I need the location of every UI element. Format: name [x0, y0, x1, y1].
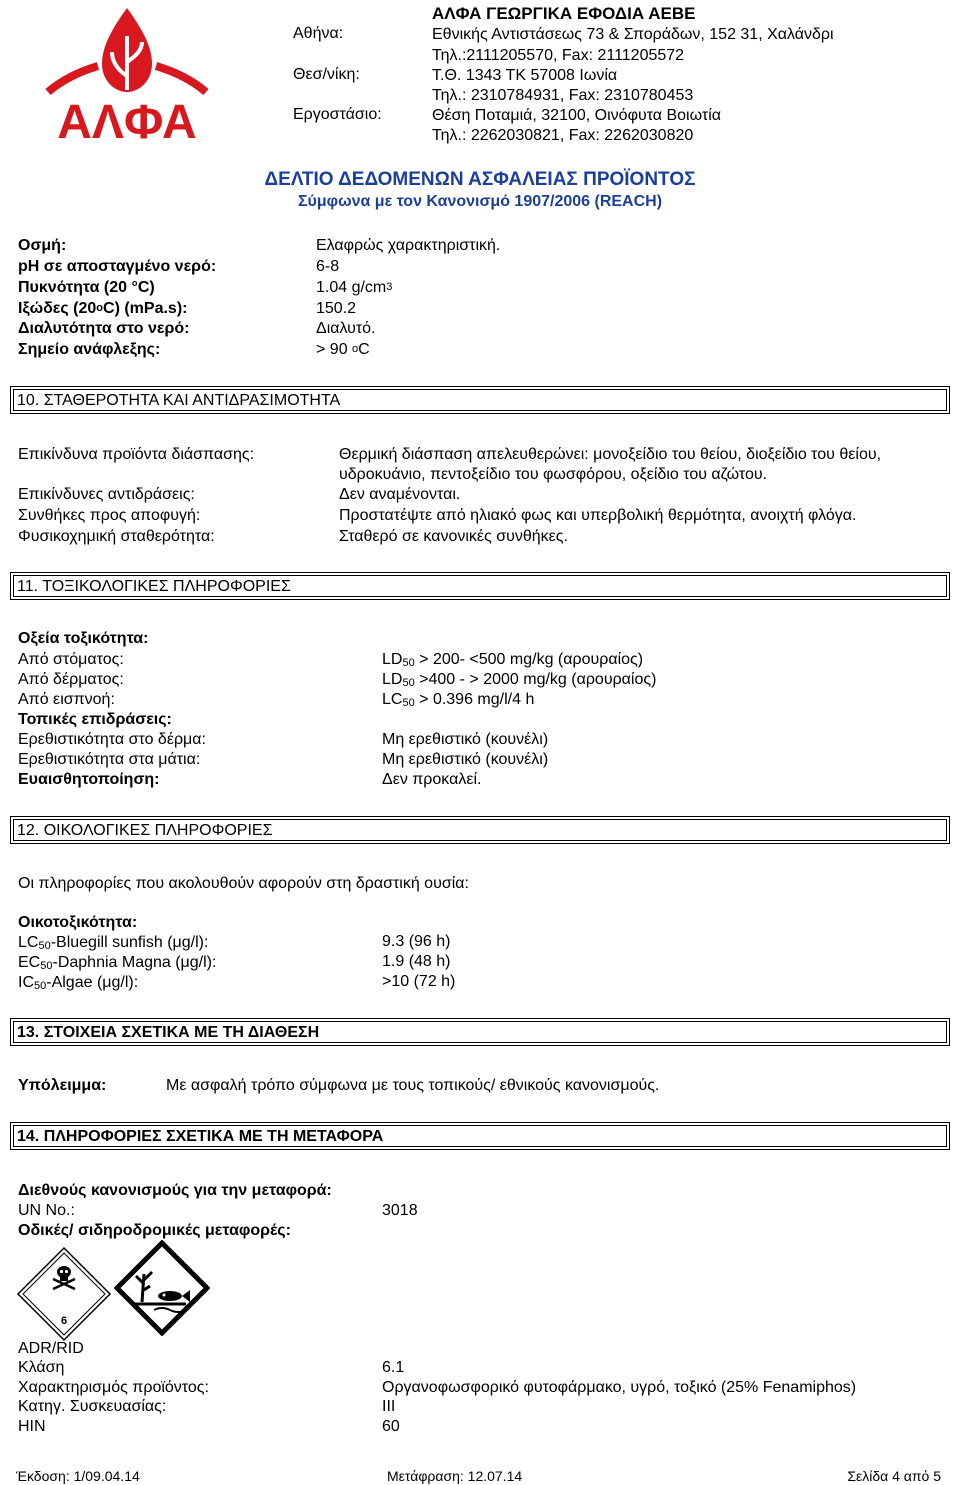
class-value: 6.1 [382, 1359, 405, 1376]
factory-address: Θέση Ποταμιά, 32100, Οινόφυτα Βοιωτία [432, 107, 721, 124]
residue-value: Με ασφαλή τρόπο σύμφωνα με τους τοπικούς/ εθνικούς κανονισμούς. [166, 1077, 660, 1094]
chemical-stability-value: Σταθερό σε κανονικές συνθήκες. [339, 528, 568, 545]
oral-label: Από στόματος: [18, 651, 124, 668]
chemical-stability-label: Φυσικοχημική σταθερότητα: [18, 528, 215, 545]
ph-label: pH σε αποσταγμένο νερό: [18, 258, 217, 275]
sensitisation-value: Δεν προκαλεί. [382, 771, 482, 788]
ph-value: 6-8 [316, 258, 340, 275]
viscosity-value: 150.2 [316, 300, 357, 317]
ecotox-row-daphnia-label: $EC_{50}$-Daphnia Magna (μg/l): [18, 954, 217, 972]
odour-label: Οσμή: [18, 237, 67, 254]
ecotox-row-fish-label: $LC_{50}$-Bluegill sunfish (μg/l): [18, 934, 209, 952]
solubility-value: Διαλυτό. [316, 320, 376, 337]
skin-irritation-value: Μη ερεθιστικό (κουνέλι) [382, 731, 549, 748]
document-title: ΔΕΛΤΙΟ ΔΕΔΟΜΕΝΩΝ ΑΣΦΑΛΕΙΑΣ ΠΡΟΪΟΝΤΟΣ [264, 169, 696, 190]
dermal-value: $LD_{50} >400$ - > 2000 mg/kg (αρουραίος) [382, 671, 657, 689]
packing-group-label: Κατηγ. Συσκευασίας: [18, 1398, 167, 1415]
intl-regulations-label: Διεθνούς κανονισμούς για την μεταφορά: [18, 1182, 332, 1199]
ecotox-row-fish-value: 9.3 (96 h) [382, 933, 451, 950]
footer-issue: Έκδοση: 1/09.04.14 [16, 1468, 140, 1484]
company-name: ΑΛΦΑ ΓΕΩΡΓΙΚΑ ΕΦΟΔΙΑ ΑΕΒΕ [432, 4, 696, 23]
acute-toxicity-label: Οξεία τοξικότητα: [18, 630, 149, 647]
decomposition-value-line2: υδροκυάνιο, πεντοξείδιο του φωσφόρου, οξείδιο του αζώτου. [339, 466, 768, 483]
density-label: Πυκνότητα (20 °C) [18, 279, 155, 296]
toxic-placard-icon [16, 1246, 112, 1347]
document-subtitle: Σύμφωνα με τον Κανονισμό 1907/2006 (REACH) [297, 193, 663, 210]
athens-label: Αθήνα: [293, 25, 344, 42]
ecology-intro: Οι πληροφορίες που ακολουθούν αφορούν στη δραστική ουσία: [18, 875, 469, 892]
athens-phone: Τηλ.:2111205570, Fax: 2111205572 [432, 47, 685, 64]
product-description-label: Χαρακτηρισμός προϊόντος: [18, 1379, 209, 1396]
density-value: 1.04 $g/cm^3$ [316, 279, 393, 296]
inhalation-value: $LC_{50} > 0.396$ mg/l/4 h [382, 691, 535, 709]
footer-page-number: Σελίδα 4 από 5 [847, 1468, 941, 1484]
decomposition-value-line1: Θερμική διάσπαση απελευθερώνει: μονοξείδιο του θείου, διοξείδιο του θείου, [339, 446, 882, 463]
odour-value: Ελαφρώς χαρακτηριστική. [316, 237, 501, 254]
flash-point-label: Σημείο ανάφλεξης: [18, 341, 161, 358]
section-13-header: 13. ΣΤΟΙΧΕΙΑ ΣΧΕΤΙΚΑ ΜΕ ΤΗ ΔΙΑΘΕΣΗ [10, 1018, 950, 1046]
section-11-header: 11. ΤΟΞΙΚΟΛΟΓΙΚΕΣ ΠΛΗΡΟΦΟΡΙΕΣ [10, 572, 950, 600]
reactions-label: Επικίνδυνες αντιδράσεις: [18, 486, 195, 503]
packing-group-value: III [382, 1398, 396, 1415]
ecotoxicity-label: Οικοτοξικότητα: [18, 914, 138, 931]
dermal-label: Από δέρματος: [18, 671, 124, 688]
ecotox-row-daphnia-value: 1.9 (48 h) [382, 953, 451, 970]
hin-value: 60 [382, 1418, 400, 1435]
section-14-header: 14. ΠΛΗΡΟΦΟΡΙΕΣ ΣΧΕΤΙΚΑ ΜΕ ΤΗ ΜΕΤΑΦΟΡΑ [10, 1122, 950, 1150]
hin-label: HIN [18, 1418, 46, 1435]
avoid-value: Προστατέψτε από ηλιακό φως και υπερβολική θερμότητα, ανοιχτή φλόγα. [339, 507, 857, 524]
sensitisation-label: Ευαισθητοποίηση: [18, 771, 160, 788]
athens-address: Εθνικής Αντιστάσεως 73 & Σποράδων, 152 31, Χαλάνδρι [432, 26, 834, 43]
logo-text: ΑΛΦΑ [57, 96, 197, 142]
thessaloniki-phone: Τηλ.: 2310784931, Fax: 2310780453 [432, 87, 694, 104]
ecotox-row-algae-label: $IC_{50}$-Algae (μg/l): [18, 974, 139, 992]
factory-label: Εργοστάσιο: [293, 106, 382, 123]
eye-irritation-label: Ερεθιστικότητα στα μάτια: [18, 751, 201, 768]
local-effects-label: Τοπικές επιδράσεις: [18, 711, 172, 728]
placard-class-number: 6 [60, 1315, 68, 1327]
residue-label: Υπόλειμμα: [18, 1077, 107, 1094]
thessaloniki-address: Τ.Θ. 1343 ΤΚ 57008 Ιωνία [432, 67, 618, 84]
class-label: Κλάση [18, 1359, 65, 1376]
oral-value: $LD_{50} > 200- <500$ mg/kg (αρουραίος) [382, 651, 644, 669]
flash-point-value: > 90 $^o$C [316, 341, 370, 358]
decomposition-label: Επικίνδυνα προϊόντα διάσπασης: [18, 446, 255, 463]
environment-hazard-icon [114, 1240, 210, 1341]
company-logo [38, 6, 216, 142]
ecotox-row-algae-value: >10 (72 h) [382, 973, 456, 990]
un-number-value: 3018 [382, 1202, 418, 1219]
thessaloniki-label: Θεσ/νίκη: [293, 66, 360, 83]
road-rail-label: Οδικές/ σιδηροδρομικές μεταφορές: [18, 1222, 291, 1239]
product-description-value: Οργανοφωσφορικό φυτοφάρμακο, υγρό, τοξικό (25% Fenamiphos) [382, 1379, 857, 1396]
adr-rid-label: ADR/RID [18, 1340, 84, 1357]
reactions-value: Δεν αναμένονται. [339, 486, 461, 503]
inhalation-label: Από εισπνοή: [18, 691, 115, 708]
section-10-header: 10. ΣΤΑΘΕΡΟΤΗΤΑ ΚΑΙ ΑΝΤΙΔΡΑΣΙΜΟΤΗΤΑ [10, 386, 950, 414]
footer-translation: Μετάφραση: 12.07.14 [387, 1468, 523, 1484]
avoid-label: Συνθήκες προς αποφυγή: [18, 507, 201, 524]
section-12-header: 12. ΟΙΚΟΛΟΓΙΚΕΣ ΠΛΗΡΟΦΟΡΙΕΣ [10, 816, 950, 844]
viscosity-label: Ιξώδες (20$^o$C) (mPa.s): [18, 300, 188, 317]
un-number-label: UN No.: [18, 1202, 75, 1219]
solubility-label: Διαλυτότητα στο νερό: [18, 320, 190, 337]
skin-irritation-label: Ερεθιστικότητα στο δέρμα: [18, 731, 206, 748]
eye-irritation-value: Μη ερεθιστικό (κουνέλι) [382, 751, 549, 768]
factory-phone: Τηλ.: 2262030821, Fax: 2262030820 [432, 127, 694, 144]
